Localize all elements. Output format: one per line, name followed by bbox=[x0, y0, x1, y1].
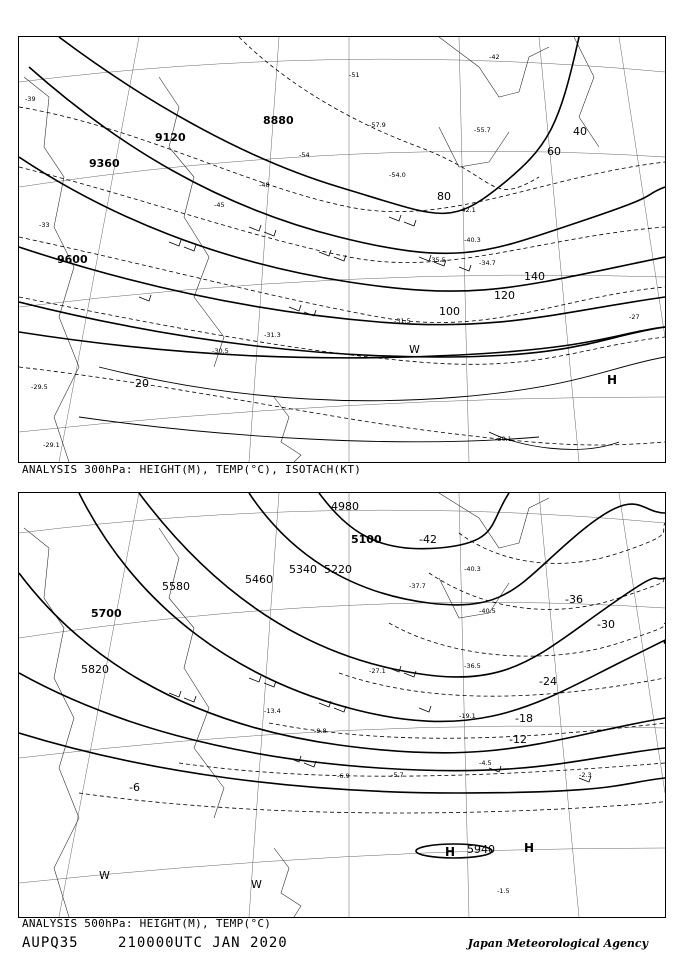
temp-label: -40.5 bbox=[479, 607, 496, 615]
isotach-label: 100 bbox=[439, 305, 460, 318]
temp-label: -27 bbox=[629, 313, 640, 321]
temp-label: -6.9 bbox=[337, 772, 350, 780]
isotherm-label: -6 bbox=[129, 781, 140, 794]
temp-label: -30.5 bbox=[212, 347, 229, 355]
height-label: 9360 bbox=[89, 157, 120, 170]
agency-name: Japan Meteorological Agency bbox=[467, 937, 648, 950]
isotherm-label: -30 bbox=[597, 618, 615, 631]
isotherm-label: -12 bbox=[509, 733, 527, 746]
temp-label: -55.7 bbox=[474, 126, 491, 134]
temp-label: -2.3 bbox=[579, 771, 592, 779]
temp-label: -1.5 bbox=[497, 887, 510, 895]
height-label: 9600 bbox=[57, 253, 88, 266]
temp-label: -19.1 bbox=[459, 712, 476, 720]
graticule bbox=[19, 37, 665, 462]
temp-label: -57.9 bbox=[369, 121, 386, 129]
isotach-label: 60 bbox=[547, 145, 561, 158]
temp-label: -40.3 bbox=[464, 236, 481, 244]
height-label: 9120 bbox=[155, 131, 186, 144]
graticule bbox=[19, 493, 665, 917]
temp-label: -34.7 bbox=[479, 259, 496, 267]
temp-label: -36.5 bbox=[464, 662, 481, 670]
height-label: 5100 bbox=[351, 533, 382, 546]
temperature-labels bbox=[25, 53, 640, 449]
temp-label: -54 bbox=[299, 151, 310, 159]
temperature-isotherms bbox=[19, 37, 665, 445]
temp-label: -51 bbox=[349, 71, 360, 79]
temp-label: -27.1 bbox=[369, 667, 386, 675]
temp-label: -30.1 bbox=[495, 435, 512, 443]
isotherm-label: -36 bbox=[565, 593, 583, 606]
warm-center: W bbox=[251, 878, 262, 891]
temp-label: -29.1 bbox=[43, 441, 60, 449]
chart-code: AUPQ35 bbox=[22, 935, 79, 951]
temp-label: -33 bbox=[39, 221, 50, 229]
height-label: 5700 bbox=[91, 607, 122, 620]
temp-label: -31.3 bbox=[264, 331, 281, 339]
bottom-panel-caption: ANALYSIS 500hPa: HEIGHT(M), TEMP(°C) bbox=[22, 917, 272, 930]
isotherm-label: -18 bbox=[515, 712, 533, 725]
temp-label: -37.7 bbox=[409, 582, 426, 590]
temp-label: -9.8 bbox=[314, 727, 327, 735]
temp-label: -31.5 bbox=[394, 317, 411, 325]
temp-label: -39 bbox=[25, 95, 36, 103]
height-label: 5220 bbox=[324, 563, 352, 576]
height-label: 5340 bbox=[289, 563, 317, 576]
temp-label: -29.5 bbox=[31, 383, 48, 391]
temp-label: -5.7 bbox=[391, 771, 404, 779]
temp-label: -42.1 bbox=[459, 206, 476, 214]
temp-label: -40.3 bbox=[464, 565, 481, 573]
height-label: 8880 bbox=[263, 114, 294, 127]
chart-id-line bbox=[22, 935, 318, 951]
isotach-label: 140 bbox=[524, 270, 545, 283]
high-pressure-center: H bbox=[445, 845, 456, 859]
isotach-label: 120 bbox=[494, 289, 515, 302]
top-panel-caption: ANALYSIS 300hPa: HEIGHT(M), TEMP(°C), ISOTACH(KT) bbox=[22, 463, 362, 476]
map-500hpa bbox=[18, 492, 666, 918]
isotach-label: 80 bbox=[437, 190, 451, 203]
temp-label: -4.5 bbox=[479, 759, 492, 767]
isotachs bbox=[79, 357, 665, 449]
warm-center: W bbox=[99, 869, 110, 882]
map-300hpa bbox=[18, 36, 666, 463]
height-label: 5940 bbox=[467, 843, 495, 856]
warm-center: W bbox=[409, 343, 420, 356]
height-label: 5820 bbox=[81, 663, 109, 676]
temp-label: -54.0 bbox=[389, 171, 406, 179]
valid-time: 210000UTC JAN 2020 bbox=[118, 935, 288, 951]
height-label: 5460 bbox=[245, 573, 273, 586]
isotherm-label: -42 bbox=[419, 533, 437, 546]
high-pressure-center: H bbox=[524, 841, 535, 855]
wind-barbs bbox=[139, 215, 471, 316]
isotherm-label: -24 bbox=[539, 675, 557, 688]
height-label: 4980 bbox=[331, 500, 359, 513]
isotach-label: 20 bbox=[135, 377, 149, 390]
temp-label: -48 bbox=[259, 181, 270, 189]
temp-label: -13.4 bbox=[264, 707, 281, 715]
temp-label: -35.5 bbox=[429, 256, 446, 264]
temp-label: -45 bbox=[214, 201, 225, 209]
high-pressure-center: H bbox=[607, 373, 618, 387]
temp-label: -42 bbox=[489, 53, 500, 61]
height-label: 5580 bbox=[162, 580, 190, 593]
coastlines bbox=[24, 37, 599, 462]
isotach-label: 40 bbox=[573, 125, 587, 138]
